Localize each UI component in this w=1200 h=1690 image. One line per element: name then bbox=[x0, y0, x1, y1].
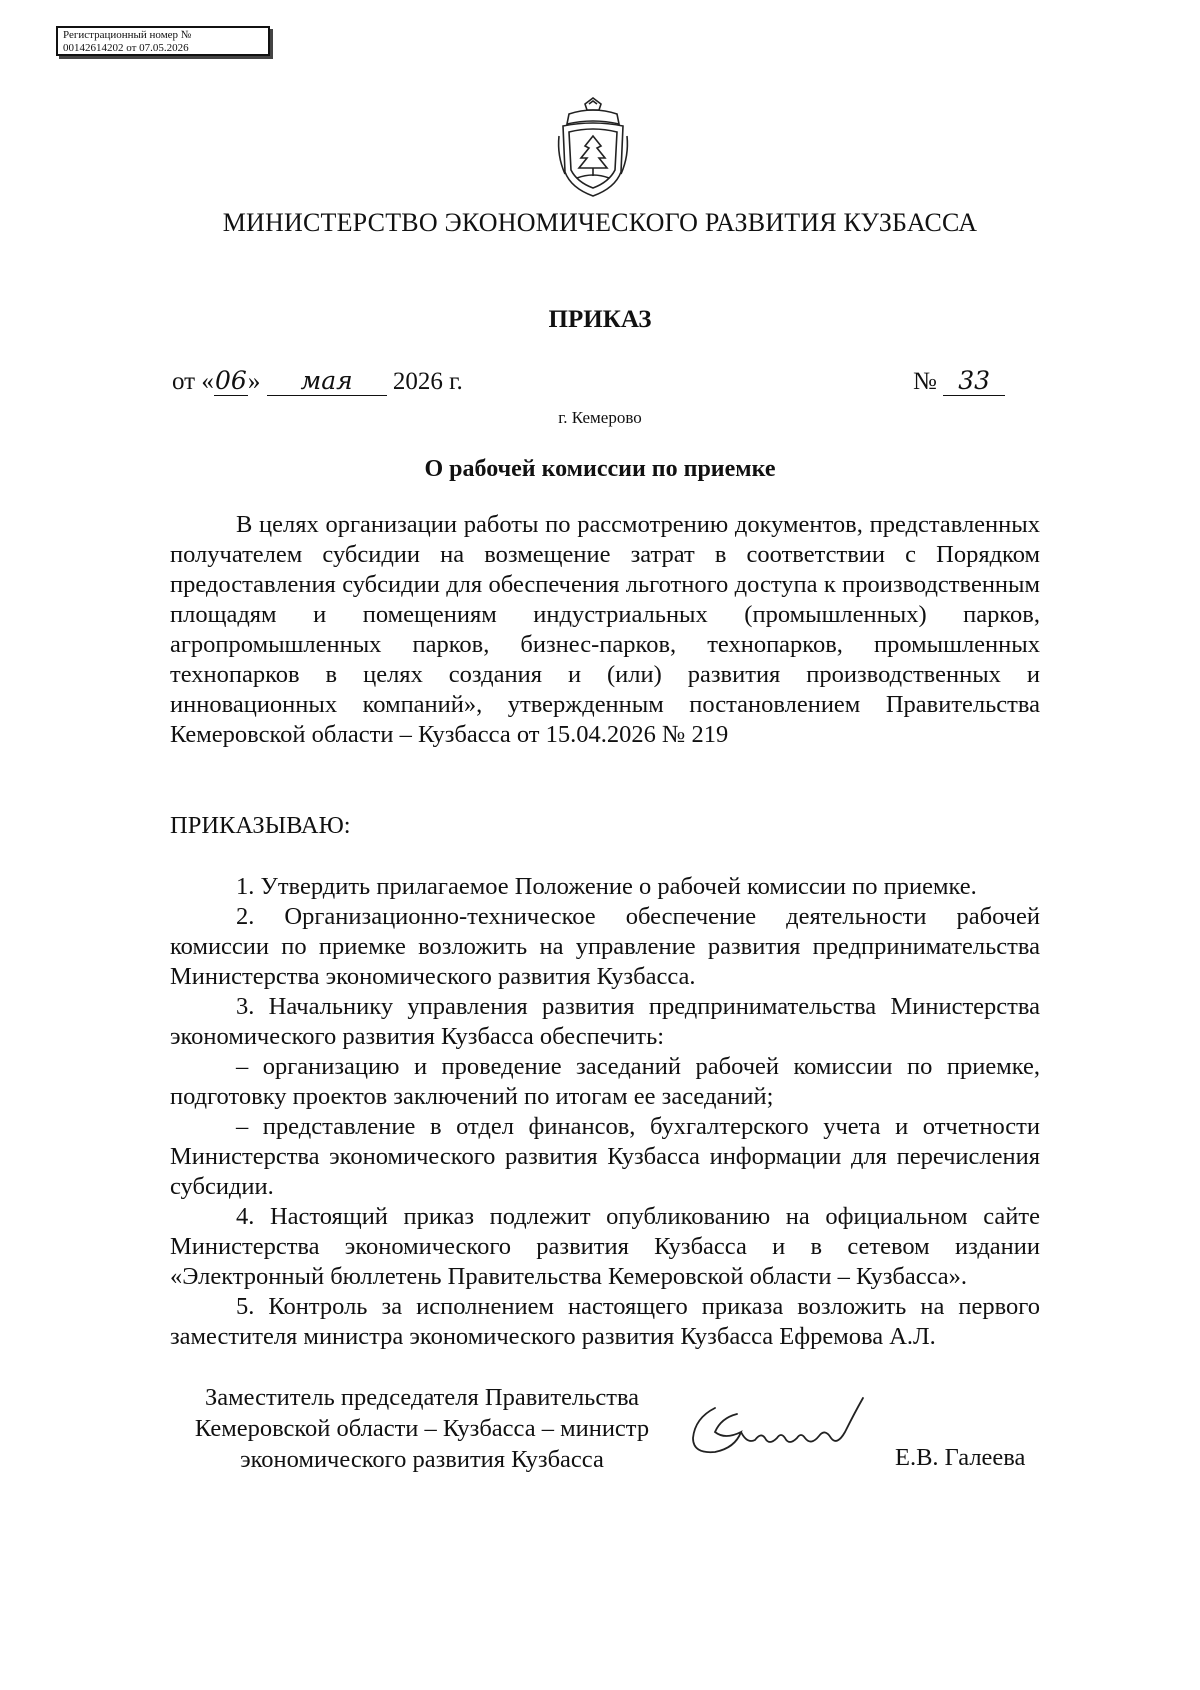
number-value: 33 bbox=[943, 366, 1005, 396]
registration-line-1: Регистрационный номер № bbox=[63, 29, 192, 41]
date-prefix: от « bbox=[172, 368, 214, 395]
date-mid: » bbox=[247, 368, 261, 395]
order-word: ПРИКАЗЫВАЮ: bbox=[170, 812, 351, 839]
order-item-2: 2. Организационно-техническое обеспечение деятельности рабочей комиссии по приемке возложить на управление развития предпринимательства Министерства экономического развития Кузбасса. bbox=[170, 903, 1040, 990]
signer-position-line-1: Заместитель председателя Правительства bbox=[204, 1384, 640, 1411]
document-type: ПРИКАЗ bbox=[548, 306, 652, 333]
order-subject: О рабочей комиссии по приемке bbox=[424, 456, 776, 482]
order-item-3-sub-2: – представление в отдел финансов, бухгалтерского учета и отчетности Министерства экономического развития Кузбасса информации для перечисления субсидии. bbox=[170, 1113, 1040, 1200]
order-items bbox=[170, 872, 1040, 1352]
signer-position-line-2: Кемеровской области – Кузбасса – министр bbox=[194, 1415, 650, 1442]
signer-position-line-3: экономического развития Кузбасса bbox=[240, 1446, 604, 1473]
ministry-title: МИНИСТЕРСТВО ЭКОНОМИЧЕСКОГО РАЗВИТИЯ КУЗБАССА bbox=[222, 208, 978, 237]
registration-line-2: 00142614202 от 07.05.2026 bbox=[63, 42, 189, 54]
order-item-1: 1. Утвердить прилагаемое Положение о рабочей комиссии по приемке. bbox=[236, 873, 977, 900]
number-prefix: № bbox=[913, 368, 937, 395]
coat-of-arms-icon bbox=[555, 96, 631, 200]
city: г. Кемерово bbox=[558, 408, 642, 427]
registration-stamp bbox=[56, 26, 270, 56]
order-item-3: 3. Начальнику управления развития предпринимательства Министерства экономического развития Кузбасса обеспечить: bbox=[170, 993, 1040, 1050]
handwritten-signature-icon bbox=[685, 1388, 885, 1468]
date-day: 06 bbox=[214, 366, 247, 395]
order-date bbox=[172, 366, 463, 396]
signer-position bbox=[172, 1382, 672, 1475]
date-month: мая bbox=[267, 366, 387, 396]
date-year: 2026 г. bbox=[392, 368, 463, 395]
order-number bbox=[913, 366, 1005, 396]
order-item-4: 4. Настоящий приказ подлежит опубликованию на официальном сайте Министерства экономического развития Кузбасса и в сетевом издании «Электронный бюллетень Правительства Кемеровской области – Кузбасса». bbox=[170, 1203, 1040, 1290]
signer-name: Е.В. Галеева bbox=[895, 1444, 1026, 1471]
preamble-paragraph: В целях организации работы по рассмотрению документов, представленных получателем субсидии на возмещение затрат в соответствии с Порядком предоставления субсидии для обеспечения льготного доступа к производственным площадям и помещениям индустриальных (промышленных) парков, агропромышленных парков, бизнес-парков, технопарков, промышленных технопарков в целях создания и (или) развития производственных и инновационных компаний», утвержденным постановлением Правительства Кемеровской области – Кузбасса от 15.04.2026 № 219 bbox=[170, 511, 1040, 748]
order-item-3-sub-1: – организацию и проведение заседаний рабочей комиссии по приемке, подготовку проектов заключений по итогам ее заседаний; bbox=[170, 1053, 1040, 1110]
order-item-5: 5. Контроль за исполнением настоящего приказа возложить на первого заместителя министра экономического развития Кузбасса Ефремова А.Л. bbox=[170, 1293, 1040, 1350]
